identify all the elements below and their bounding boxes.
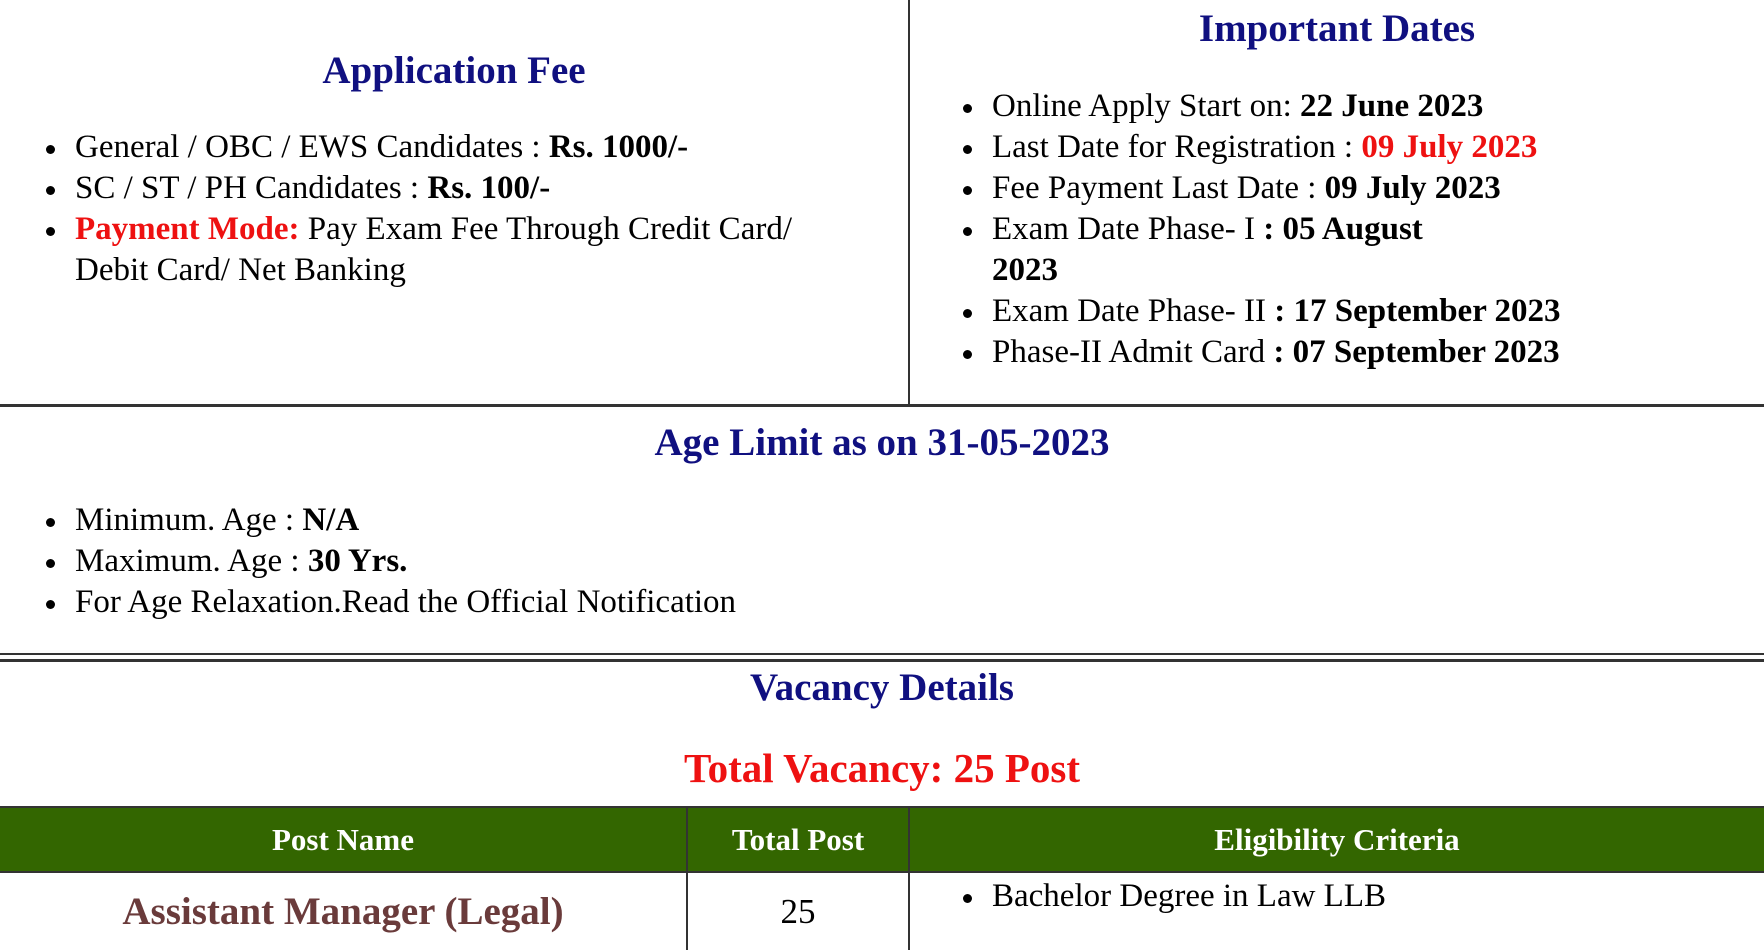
vacancy-details-title: Vacancy Details	[750, 666, 1014, 709]
section-divider-2a	[0, 653, 1764, 655]
bullet-icon	[963, 894, 972, 903]
bullet-icon	[46, 559, 55, 568]
section-divider-1	[0, 404, 1764, 407]
eligibility-list	[992, 876, 1752, 917]
application-fee-list	[75, 127, 885, 291]
list-item: Payment Mode: Pay Exam Fee Through Credit Card/ Debit Card/ Net Banking	[75, 209, 885, 291]
list-item: Bachelor Degree in Law LLB	[992, 876, 1752, 917]
age-limit-list	[75, 500, 1675, 623]
payment-mode-label: Payment Mode:	[75, 211, 300, 247]
bullet-icon	[46, 518, 55, 527]
bullet-icon	[963, 227, 972, 236]
bullet-icon	[46, 145, 55, 154]
important-dates-title: Important Dates	[1198, 7, 1476, 50]
bullet-icon	[963, 186, 972, 195]
list-item: Phase-II Admit Card : 07 September 2023	[992, 332, 1752, 373]
bullet-icon	[46, 227, 55, 236]
list-item: Exam Date Phase- I : 05 August 2023	[992, 209, 1752, 291]
age-limit-title: Age Limit as on 31-05-2023	[654, 421, 1110, 464]
list-item: For Age Relaxation.Read the Official Notification	[75, 582, 1675, 623]
list-item: Minimum. Age : N/A	[75, 500, 1675, 541]
list-item: Fee Payment Last Date : 09 July 2023	[992, 168, 1752, 209]
bullet-icon	[963, 309, 972, 318]
bullet-icon	[46, 600, 55, 609]
bullet-icon	[963, 104, 972, 113]
column-header-total-post: Total Post	[731, 822, 865, 857]
section-divider-2b	[0, 659, 1764, 662]
list-item: SC / ST / PH Candidates : Rs. 100/-	[75, 168, 885, 209]
bullet-icon	[963, 145, 972, 154]
list-item: Online Apply Start on: 22 June 2023	[992, 86, 1752, 127]
list-item: Last Date for Registration : 09 July 2023	[992, 127, 1752, 168]
bullet-icon	[46, 186, 55, 195]
column-header-eligibility: Eligibility Criteria	[1214, 822, 1460, 857]
important-dates-list	[992, 86, 1752, 373]
list-item: Exam Date Phase- II : 17 September 2023	[992, 291, 1752, 332]
list-item: General / OBC / EWS Candidates : Rs. 1000/-	[75, 127, 885, 168]
table-col-divider-2	[908, 806, 910, 950]
bullet-icon	[963, 350, 972, 359]
application-fee-title: Application Fee	[322, 49, 586, 92]
table-cell-total-post: 25	[780, 892, 816, 931]
column-divider-top	[908, 0, 910, 406]
column-header-post-name: Post Name	[271, 822, 415, 857]
list-item: Maximum. Age : 30 Yrs.	[75, 541, 1675, 582]
total-vacancy: Total Vacancy: 25 Post	[684, 745, 1080, 791]
table-cell-post-name: Assistant Manager (Legal)	[122, 890, 564, 933]
